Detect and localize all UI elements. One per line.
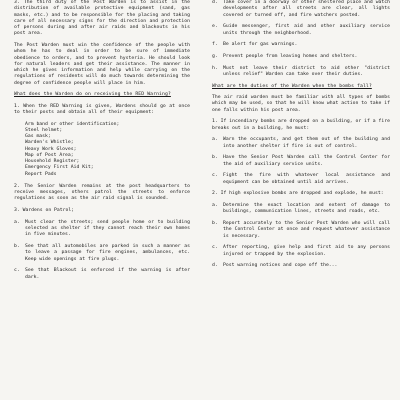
list-item bbox=[212, 173, 390, 186]
paragraph-red-warning-2: 2. The Senior Warden remains at the post headquarters to receive messages, others patrol the streets to enforce regulations as soon as the air raid signal is sounded. bbox=[14, 183, 190, 202]
list-item bbox=[212, 137, 390, 150]
heading-text: What does the Warden do on receiving the RED Warning? bbox=[14, 92, 171, 98]
paragraph-red-warning-3: 3. Wardens on Patrol; bbox=[14, 208, 75, 213]
item-text: Warn the occupants, and get them out of the building and into another shelter if fire is out of control. bbox=[223, 137, 390, 149]
list-item: Report Pads bbox=[25, 171, 57, 177]
list-item bbox=[212, 155, 390, 168]
item-text: Be alert for gas warnings. bbox=[223, 42, 298, 48]
item-text: Have the Senior Post Warden call the Control Center for the aid of auxiliary service units. bbox=[223, 155, 390, 167]
intro-paragraph-2: The Post Warden must win the confidence of the people with whom he has to deal in order to be sure of immediate obedience to orders, and to prevent hysteria. He should look for natural leaders and get their assistance. The manner in which he gives information and help while carrying on the regulations of residents will do much towards determining the degree of confidence people will place in him. bbox=[14, 43, 190, 86]
list-item: Gas mask; bbox=[25, 134, 51, 139]
item-marker: b. bbox=[14, 244, 20, 249]
item-marker: a. bbox=[212, 137, 218, 143]
list-item bbox=[212, 66, 390, 79]
section-heading-bombs bbox=[212, 84, 390, 90]
list-item: Household Register; bbox=[25, 159, 80, 164]
list-item bbox=[212, 54, 390, 60]
list-item bbox=[212, 42, 390, 48]
list-item: Arm band or other identification; bbox=[25, 121, 120, 127]
list-item: Warden's Whistle; bbox=[25, 140, 74, 146]
item-text: Must not leave their district to aid other "district unless relief" Warden can take over their duties. bbox=[223, 65, 390, 77]
item-marker: h. bbox=[212, 65, 218, 71]
list-item bbox=[212, 203, 390, 216]
list-item bbox=[14, 244, 190, 263]
paragraph-bombs-intro: The air raid warden must be familiar with all types of bombs which may be used, so that he will know what action to take if one falls within his post area. bbox=[212, 95, 390, 113]
list-item: Heavy Work Gloves; bbox=[25, 146, 77, 152]
list-item: Emergency First Aid Kit; bbox=[25, 165, 94, 171]
list-item: Map of Post Area; bbox=[25, 152, 74, 158]
item-text: Prevent people from leaving homes and shelters. bbox=[223, 54, 358, 59]
equipment-list bbox=[14, 122, 190, 178]
paragraph-red-warning-1: 1. When the RED Warning is given, Wardens should go at once to their posts and obtain all of their equipment: bbox=[14, 103, 190, 115]
paragraph-high-explosive: 2. If high explosive bombs are dropped and explode, he must: bbox=[212, 191, 384, 197]
item-marker: b. bbox=[212, 221, 218, 226]
item-text: Must clear the streets; send people home or to building selected as shelter if they cannot reach their own homes in five minutes. bbox=[25, 219, 190, 238]
left-column bbox=[14, 0, 190, 400]
item-marker: c. bbox=[212, 245, 218, 251]
list-item bbox=[212, 24, 390, 37]
list-item: Steel helmet; bbox=[25, 127, 63, 133]
item-text: Determine the exact location and extent of damage to buildings, communication lines, streets and roads, etc. bbox=[223, 203, 390, 215]
item-text: See that Blackout is enforced if the warning is after dark. bbox=[25, 268, 190, 280]
item-text: Report accurately to the Senior Post Warden who will call the Control Center at once and request whatever assistance is necessary. bbox=[223, 221, 390, 239]
item-text: After reporting, give help and first aid to any persons injured or trapped by the explosion. bbox=[223, 245, 390, 257]
list-item bbox=[14, 220, 190, 239]
list-item bbox=[212, 0, 390, 19]
item-text: See that all automobiles are parked in such a manner as to leave a passage for fire engines, ambulances, etc. Keep wide openings at fire plugs. bbox=[25, 244, 190, 262]
item-text: Post warning notices and cope off the... bbox=[223, 263, 338, 269]
item-marker: a. bbox=[212, 203, 218, 208]
list-item bbox=[14, 268, 190, 281]
item-text: Guide messenger, first aid and other auxiliary service units through the neighborhood. bbox=[223, 24, 390, 36]
item-marker: d. bbox=[212, 263, 218, 269]
item-marker: g. bbox=[212, 54, 218, 59]
list-item bbox=[212, 221, 390, 240]
intro-paragraph-1: 3. The third duty of the Post Warden is to assist in the distribution of available protective equipment (sand, gas masks, etc.) and to be responsible for the placing and taking care of all necessary signs for the direction and protection of persons during and after air raids and blackouts in his post area. bbox=[14, 0, 190, 37]
paragraph-incendiary: 1. If incendiary bombs are dropped on a building, or if a fire breaks out in a building, he must: bbox=[212, 119, 390, 131]
right-column bbox=[212, 0, 390, 400]
item-marker: b. bbox=[212, 155, 218, 161]
heading-text: What are the duties of the Warden when the bombs fall? bbox=[212, 83, 372, 89]
item-marker: a. bbox=[14, 219, 20, 225]
list-item bbox=[212, 245, 390, 258]
list-item bbox=[212, 263, 390, 269]
item-text: Fight the fire with whatever local assistance and equipment can be obtained until aid arrives. bbox=[223, 173, 390, 185]
item-text: Take cover in a doorway or other sheltered place and watch developments after all streets are clear, all lights covered or turned off, and fire watchers posted. bbox=[223, 0, 390, 18]
item-marker: c. bbox=[14, 268, 20, 274]
item-marker: e. bbox=[212, 24, 218, 30]
item-marker: c. bbox=[212, 173, 218, 179]
item-marker: d. bbox=[212, 0, 218, 5]
section-heading-red-warning bbox=[14, 92, 190, 98]
item-marker: f. bbox=[212, 42, 218, 48]
